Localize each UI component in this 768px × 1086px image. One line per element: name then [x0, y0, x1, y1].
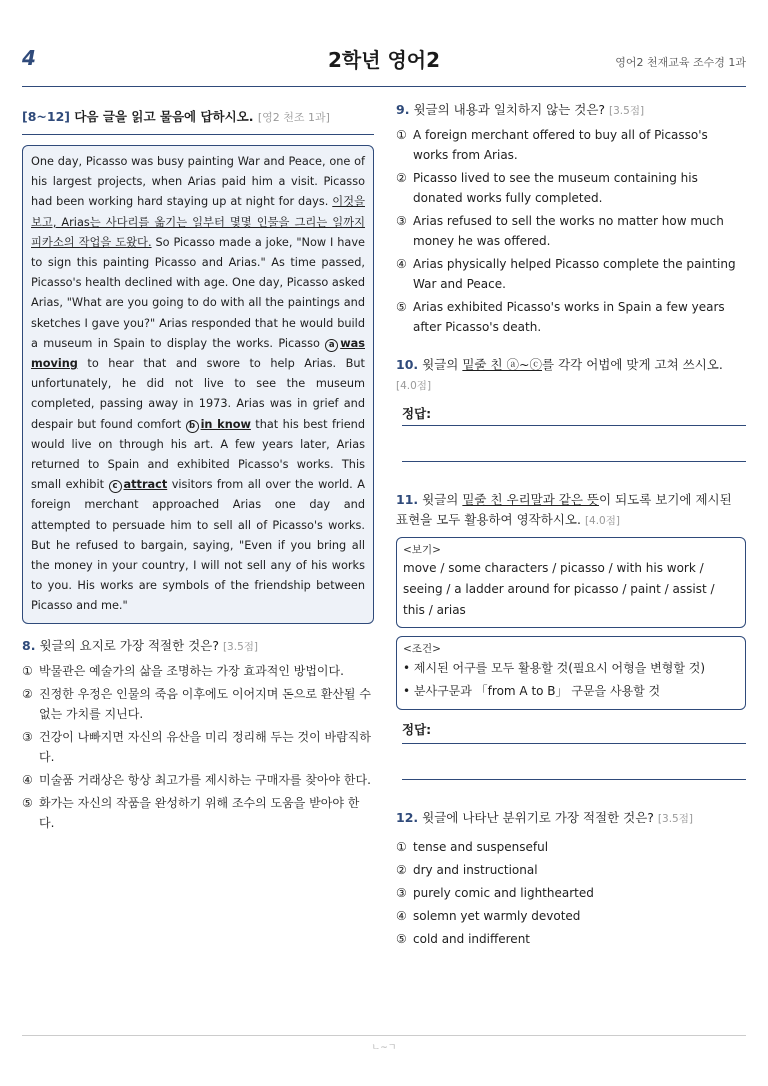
- condition-item: • 분사구문과 「from A to B」 구문을 사용할 것: [403, 684, 661, 698]
- question-8: [22, 636, 374, 833]
- answer-options: [396, 125, 746, 337]
- question-12: [396, 808, 746, 949]
- question-text: 윗글에 나타난 분위기로 가장 적절한 것은?: [422, 810, 654, 825]
- option-text: 건강이 나빠지면 자신의 유산을 미리 정리해 두는 것이 바람직하다.: [39, 729, 371, 764]
- question-text: 윗글의 요지로 가장 적절한 것은?: [39, 637, 219, 653]
- condition-item: • 제시된 어구를 모두 활용할 것(필요시 어형을 변형할 것): [403, 661, 705, 675]
- question-points: [4.0점]: [584, 515, 620, 527]
- passage-text: to hear that and swore to help Arias. But unfortunately, he did not live to see the museum completed, passing away in 1973. Arias was in grief and despair but found comfort: [31, 357, 365, 431]
- option-text: 미술품 거래상은 항상 최고가를 제시하는 구매자를 찾아야 한다.: [39, 772, 371, 787]
- reading-passage: [22, 145, 374, 624]
- question-number: 12.: [396, 810, 419, 825]
- right-column: [396, 100, 746, 952]
- answer-options: [22, 661, 374, 833]
- option-mark: ④: [396, 909, 407, 923]
- condition-text: 분사구문과 「from A to B」 구문을 사용할 것: [413, 684, 661, 698]
- option-text: cold and indifferent: [413, 932, 530, 946]
- answer-line[interactable]: [402, 742, 746, 744]
- conditions-box: [396, 636, 746, 710]
- underlined-word-a: was moving: [31, 336, 365, 371]
- answer-option-1[interactable]: [396, 837, 746, 857]
- question-11: [396, 490, 746, 780]
- answer-option-4[interactable]: [396, 906, 746, 926]
- question-range: [8~12]: [22, 109, 70, 124]
- page-number: 4: [22, 46, 36, 70]
- page-header: [22, 0, 746, 87]
- option-mark: ①: [396, 128, 407, 142]
- answer-options: [396, 837, 746, 949]
- answer-label: 정답:: [402, 722, 432, 737]
- word-bank-box: [396, 537, 746, 628]
- conditions-title: <조건>: [403, 643, 441, 655]
- answer-option-5[interactable]: [22, 793, 374, 833]
- question-12-prompt: [396, 808, 746, 829]
- answer-option-5[interactable]: [396, 297, 746, 337]
- option-text: 진정한 우정은 인물의 죽음 이후에도 이어지며 돈으로 환산될 수 없는 가치를 지닌다.: [39, 686, 371, 721]
- question-text: 이 되도록 보기에 제시된 표현을 모두 활용하여 영작하시오.: [396, 492, 732, 527]
- answer-line[interactable]: [402, 778, 746, 780]
- answer-option-1[interactable]: [396, 125, 746, 165]
- option-text: Arias refused to sell the works no matter how much money he was offered.: [413, 214, 724, 248]
- answer-option-3[interactable]: [396, 211, 746, 251]
- question-9-prompt: [396, 100, 746, 121]
- answer-option-4[interactable]: [396, 254, 746, 294]
- marker-a: a: [325, 339, 338, 352]
- option-text: Arias physically helped Picasso complete the painting War and Peace.: [413, 257, 736, 291]
- word-bank-text: move / some characters / picasso / with his work / seeing / a ladder around for picasso / paint / assist / this / arias: [403, 561, 715, 617]
- option-mark: ③: [396, 886, 407, 900]
- question-8-prompt: [22, 636, 374, 657]
- option-mark: ②: [396, 863, 407, 877]
- option-text: dry and instructional: [413, 863, 538, 877]
- korean-underlined-sentence: 이것을 보고, Arias는 사다리를 옮기는 일부터 몇몇 인물을 그리는 일까지 피카소의 작업을 도왔다.: [31, 195, 365, 249]
- option-text: Arias exhibited Picasso's works in Spain a few years after Picasso's death.: [413, 300, 725, 334]
- marker-b: b: [186, 420, 199, 433]
- passage-text: One day, Picasso was busy painting War and Peace, one of his largest projects, when Arias paid him a visit. Picasso had been working hard staying up at night for days.: [31, 155, 365, 209]
- option-mark: ④: [22, 772, 33, 787]
- option-text: 화가는 자신의 작품을 완성하기 위해 조수의 도움을 받아야 한다.: [39, 795, 360, 830]
- option-mark: ⑤: [22, 795, 33, 810]
- answer-option-3[interactable]: [22, 727, 374, 767]
- option-mark: ④: [396, 257, 407, 271]
- answer-line[interactable]: [402, 460, 746, 462]
- option-mark: ③: [22, 729, 33, 744]
- answer-option-5[interactable]: [396, 929, 746, 949]
- question-9: [396, 100, 746, 337]
- question-10: [396, 355, 746, 462]
- answer-option-4[interactable]: [22, 770, 374, 790]
- question-10-prompt: [396, 355, 746, 396]
- question-points: [3.5점]: [609, 105, 645, 117]
- underlined-word-b: in know: [200, 417, 251, 431]
- section-instruction: [22, 107, 374, 135]
- answer-option-2[interactable]: [396, 860, 746, 880]
- question-text: 윗글의: [422, 492, 463, 507]
- option-text: solemn yet warmly devoted: [413, 909, 581, 923]
- question-11-prompt: [396, 490, 746, 531]
- question-text: 윗글의 내용과 일치하지 않는 것은?: [413, 102, 606, 117]
- question-number: 10.: [396, 357, 419, 372]
- answer-option-2[interactable]: [396, 168, 746, 208]
- answer-option-2[interactable]: [22, 684, 374, 724]
- left-column: [22, 100, 374, 836]
- page-title: 2학년 영어2: [327, 48, 441, 72]
- answer-line[interactable]: [402, 424, 746, 426]
- option-mark: ②: [396, 171, 407, 185]
- condition-text: 제시된 어구를 모두 활용할 것(필요시 어형을 변형할 것): [413, 661, 705, 675]
- passage-text: visitors from all over the world. A foreign merchant approached Arias one day and attempted to persuade him to sell all of Picasso's works. But he refused to bargain, saying, "Even if you bring all the money in your country, I will not sell any of his works to you. His works are symbols of the friendship between Picasso and me.": [31, 478, 365, 613]
- option-mark: ①: [22, 663, 33, 678]
- option-mark: ⑤: [396, 932, 407, 946]
- question-text-underlined: 밑줄 친 우리말과 같은 뜻: [462, 492, 600, 507]
- page-subtitle: 영어2 천재교육 조수경 1과: [615, 56, 746, 69]
- underlined-word-c: attract: [123, 478, 168, 492]
- passage-text: that his best friend would live on through his art. A few years later, Arias returned to Spain and exhibited Picasso's works. This small exhibit: [31, 417, 365, 492]
- option-text: purely comic and lighthearted: [413, 886, 594, 900]
- question-text: 를 각각 어법에 맞게 고쳐 쓰시오.: [542, 357, 723, 372]
- question-number: 8.: [22, 637, 36, 653]
- marker-c: c: [109, 480, 122, 493]
- option-mark: ②: [22, 686, 33, 701]
- option-text: Picasso lived to see the museum containing his donated works fully completed.: [413, 171, 698, 205]
- answer-label: 정답:: [402, 406, 432, 421]
- instruction-text: 다음 글을 읽고 물음에 답하시오.: [74, 109, 254, 124]
- question-points: [4.0점]: [396, 380, 432, 392]
- footer-divider: [22, 1035, 746, 1036]
- option-text: tense and suspenseful: [413, 840, 549, 854]
- option-mark: ①: [396, 840, 407, 854]
- answer-option-3[interactable]: [396, 883, 746, 903]
- option-text: A foreign merchant offered to buy all of Picasso's works from Arias.: [413, 128, 708, 162]
- answer-option-1[interactable]: [22, 661, 374, 681]
- word-bank-title: <보기>: [403, 544, 441, 556]
- option-mark: ③: [396, 214, 407, 228]
- question-points: [3.5점]: [222, 640, 258, 653]
- question-text-underlined: 밑줄 친 ⓐ~ⓒ: [462, 357, 543, 372]
- question-number: 9.: [396, 102, 410, 117]
- footer-text: ㄴ~ㄱ: [371, 1043, 397, 1053]
- question-number: 11.: [396, 492, 419, 507]
- question-text: 윗글의: [422, 357, 463, 372]
- question-points: [3.5점]: [657, 813, 693, 825]
- option-mark: ⑤: [396, 300, 407, 314]
- instruction-source: [영2 천조 1과]: [257, 111, 330, 124]
- option-text: 박물관은 예술가의 삶을 조명하는 가장 효과적인 방법이다.: [39, 663, 344, 678]
- passage-text: So Picasso made a joke, "Now I have to sign this painting Picasso and Arias." As time passed, Picasso's health declined with age. One day, Picasso asked Arias, "What are you going to do with all the paintings and sketches I gave you?" Arias responded that he would build a museum in Spain to display the works. Picasso: [31, 235, 365, 350]
